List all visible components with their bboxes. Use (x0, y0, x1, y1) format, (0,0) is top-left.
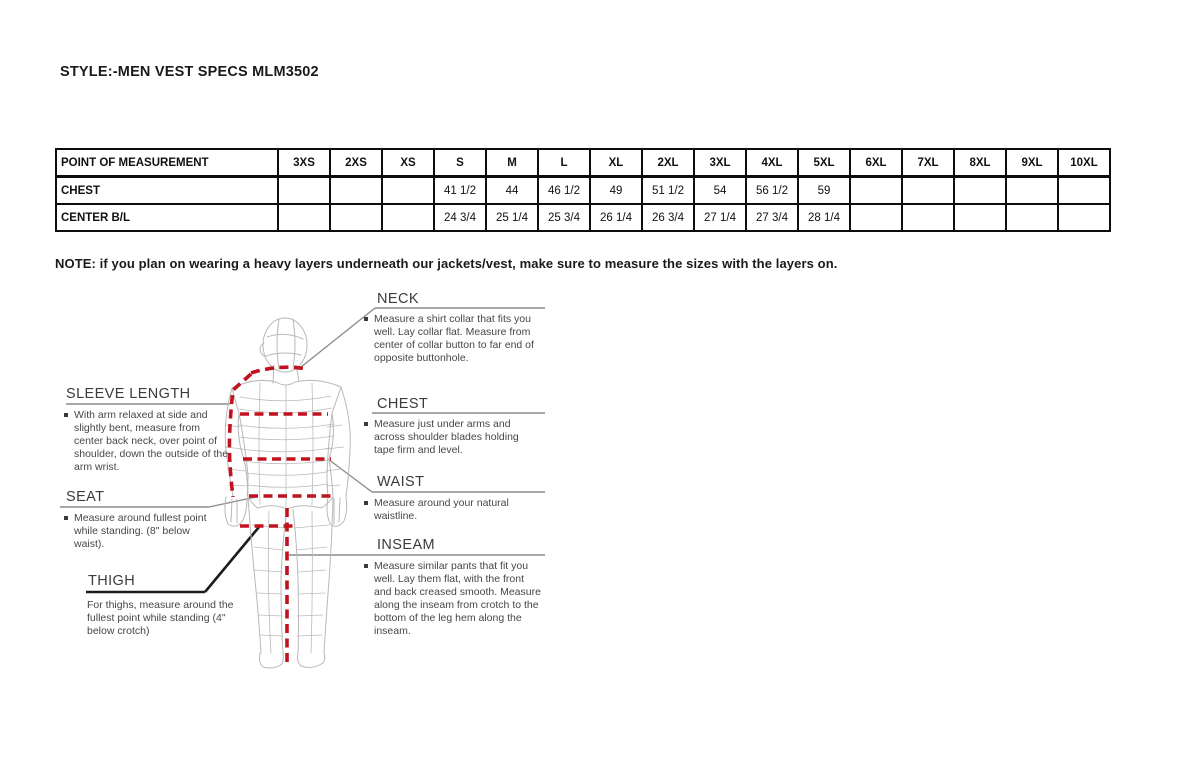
neck-label: NECK (377, 291, 419, 307)
size-header: XS (382, 149, 434, 177)
size-header: 2XS (330, 149, 382, 177)
measurement-value-cell: 41 1/2 (434, 177, 486, 205)
size-header: 9XL (1006, 149, 1058, 177)
square-bullet-icon (364, 422, 368, 426)
chest-label: CHEST (377, 396, 429, 412)
square-bullet-icon (364, 501, 368, 505)
measurement-label-cell: CENTER B/L (56, 204, 278, 231)
seat-description: Measure around fullest point while standing. (8" below waist). (64, 512, 214, 551)
measurement-value-cell (954, 177, 1006, 205)
measurement-label-cell: CHEST (56, 177, 278, 205)
measurement-value-cell: 44 (486, 177, 538, 205)
table-head (56, 149, 1110, 177)
measurement-value-cell (902, 177, 954, 205)
measurement-value-cell (382, 204, 434, 231)
inseam-label: INSEAM (377, 537, 435, 553)
measurement-value-cell: 28 1/4 (798, 204, 850, 231)
thigh-description: For thighs, measure around the fullest point while standing (4" below crotch) (87, 599, 234, 638)
measurement-value-cell: 26 1/4 (590, 204, 642, 231)
measurement-value-cell: 27 3/4 (746, 204, 798, 231)
chest-description: Measure just under arms and across shoulder blades holding tape firm and level. (364, 418, 542, 457)
square-bullet-icon (364, 564, 368, 568)
size-header: 3XL (694, 149, 746, 177)
size-header: M (486, 149, 538, 177)
measurement-value-cell: 49 (590, 177, 642, 205)
measurement-value-cell (850, 177, 902, 205)
size-header: 2XL (642, 149, 694, 177)
header-row (56, 149, 1110, 177)
measurement-value-cell (1058, 177, 1110, 205)
table-row (56, 177, 1110, 205)
measurement-value-cell (1006, 177, 1058, 205)
measurement-value-cell (330, 204, 382, 231)
measurement-value-cell (278, 177, 330, 205)
measurement-value-cell: 51 1/2 (642, 177, 694, 205)
measurement-value-cell: 26 3/4 (642, 204, 694, 231)
sleeve-length-label: SLEEVE LENGTH (66, 386, 191, 402)
size-header: 4XL (746, 149, 798, 177)
thigh-label: THIGH (88, 573, 136, 589)
measurement-value-cell (330, 177, 382, 205)
measurement-value-cell: 54 (694, 177, 746, 205)
size-header: XL (590, 149, 642, 177)
inseam-description: Measure similar pants that fit you well. Lay them flat, with the front and back creased smooth. Measure along the inseam from crotch to the bottom of the leg hem along the inseam. (364, 560, 542, 638)
size-header: 5XL (798, 149, 850, 177)
size-header: L (538, 149, 590, 177)
waist-label: WAIST (377, 474, 425, 490)
measurement-value-cell: 27 1/4 (694, 204, 746, 231)
size-header: 6XL (850, 149, 902, 177)
size-header: 8XL (954, 149, 1006, 177)
size-header: 10XL (1058, 149, 1110, 177)
square-bullet-icon (64, 413, 68, 417)
size-table (55, 148, 1111, 232)
measurement-value-cell: 25 3/4 (538, 204, 590, 231)
measurement-value-cell (382, 177, 434, 205)
square-bullet-icon (364, 317, 368, 321)
measurement-value-cell (1058, 204, 1110, 231)
square-bullet-icon (64, 516, 68, 520)
size-header: S (434, 149, 486, 177)
point-of-measurement-header: POINT OF MEASUREMENT (56, 149, 278, 177)
measurement-value-cell: 25 1/4 (486, 204, 538, 231)
measurement-value-cell (954, 204, 1006, 231)
page-title: STYLE:-MEN VEST SPECS MLM3502 (60, 64, 319, 80)
measurement-value-cell (278, 204, 330, 231)
table-body (56, 177, 1110, 232)
table-row (56, 204, 1110, 231)
measurement-value-cell: 56 1/2 (746, 177, 798, 205)
waist-description: Measure around your natural waistline. (364, 497, 542, 523)
size-header: 3XS (278, 149, 330, 177)
sleeve-length-description: With arm relaxed at side and slightly bent, measure from center back neck, over point of shoulder, down the outside of the arm wrist. (64, 409, 229, 474)
neck-description: Measure a shirt collar that fits you well. Lay collar flat. Measure from center of collar button to far end of opposite buttonhole. (364, 313, 542, 365)
measurement-value-cell (850, 204, 902, 231)
seat-label: SEAT (66, 489, 105, 505)
measurement-value-cell (902, 204, 954, 231)
measurement-value-cell (1006, 204, 1058, 231)
measurement-value-cell: 46 1/2 (538, 177, 590, 205)
measurement-value-cell: 24 3/4 (434, 204, 486, 231)
measurement-value-cell: 59 (798, 177, 850, 205)
size-header: 7XL (902, 149, 954, 177)
note-text: NOTE: if you plan on wearing a heavy layers underneath our jackets/vest, make sure to measure the sizes with the layers on. (55, 256, 838, 271)
